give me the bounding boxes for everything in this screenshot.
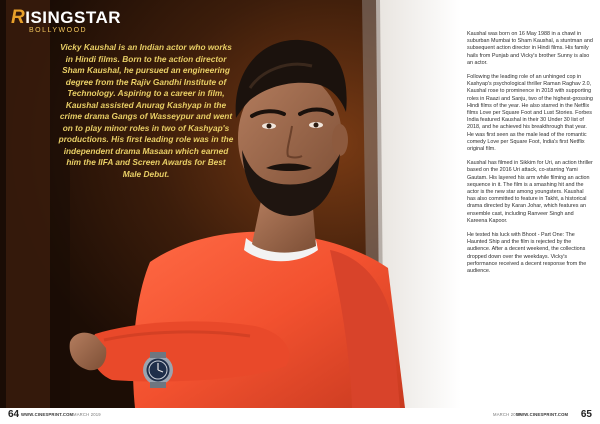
footer-issue-left: MARCH 2019 xyxy=(73,412,101,417)
page-footer xyxy=(0,408,600,424)
logo-subtitle: BOLLYWOOD xyxy=(29,27,88,34)
article-paragraph: Following the leading role of an unhinged cop in Kashyap's psychological thriller Raman Raghav 2.0, Kaushal rose to prominence in 2018 with supporting roles in Raazi and Sanju, two of the highest-grossing Hindi films of the year. He also starred in the Netflix films Love per Square Foot and Lust Stories. Forbes India featured Kaushal in their 30 Under 30 list of 2018, and he achieved his breakthrough that year. He was first seen as the male lead of the romantic comedy Love per Square Foot, India's first Netflix original film. xyxy=(467,74,593,153)
article-column xyxy=(467,31,593,282)
logo-name: ISINGSTAR xyxy=(25,8,122,27)
page-number-left: 64 xyxy=(8,409,20,420)
logo-initial: R xyxy=(11,7,26,28)
footer-website-right: WWW.CINESPRINT.COM xyxy=(516,412,569,417)
magazine-logo xyxy=(7,7,127,43)
page-number-right: 65 xyxy=(580,409,592,420)
article-paragraph: Kaushal was born on 16 May 1988 in a chawl in suburban Mumbai to Sham Kaushal, a stuntman and subsequent action director in Hindi films. His family hails from Punjab and Vicky's brother Sunny is also an actor. xyxy=(467,31,593,66)
logo-wordmark xyxy=(11,7,121,29)
article-paragraph: He tested his luck with Bhoot - Part One: The Haunted Ship and the film is rejected by the audience. After a decent weekend, the collections dropped down over the weekdays. Vicky's performance received a decent response from the audience. xyxy=(467,232,587,275)
intro-paragraph: Vicky Kaushal is an Indian actor who works in Hindi films. Born to the action director Sham Kaushal, he pursued an engineering degree from the Rajiv Gandhi Institute of Technology. Aspiring to a career in film, Kaushal assisted Anurag Kashyap in the crime drama Gangs of Wasseypur and went on to play minor roles in two of Kashyap's productions. His first leading role was in the independent drama Masaan which earned him the IIFA and Screen Awards for Best Male Debut. xyxy=(58,42,234,180)
article-paragraph: Kaushal has filmed in Sikkim for Uri, an action thriller based on the 2016 Uri attack, co-starring Yami Gautam. His layered his arm while filming an action sequence in it. The film is a smashing hit and the actor is the new star among youngsters. Kaushal has also committed to feature in Takht, a historical drama directed by Karan Johar, which features an ensemble cast, including Ranveer Singh and Kareena Kapoor. xyxy=(467,160,593,224)
footer-issue-right: MARCH 2019 xyxy=(493,412,521,417)
footer-website-left: WWW.CINESPRINT.COM xyxy=(21,412,74,417)
